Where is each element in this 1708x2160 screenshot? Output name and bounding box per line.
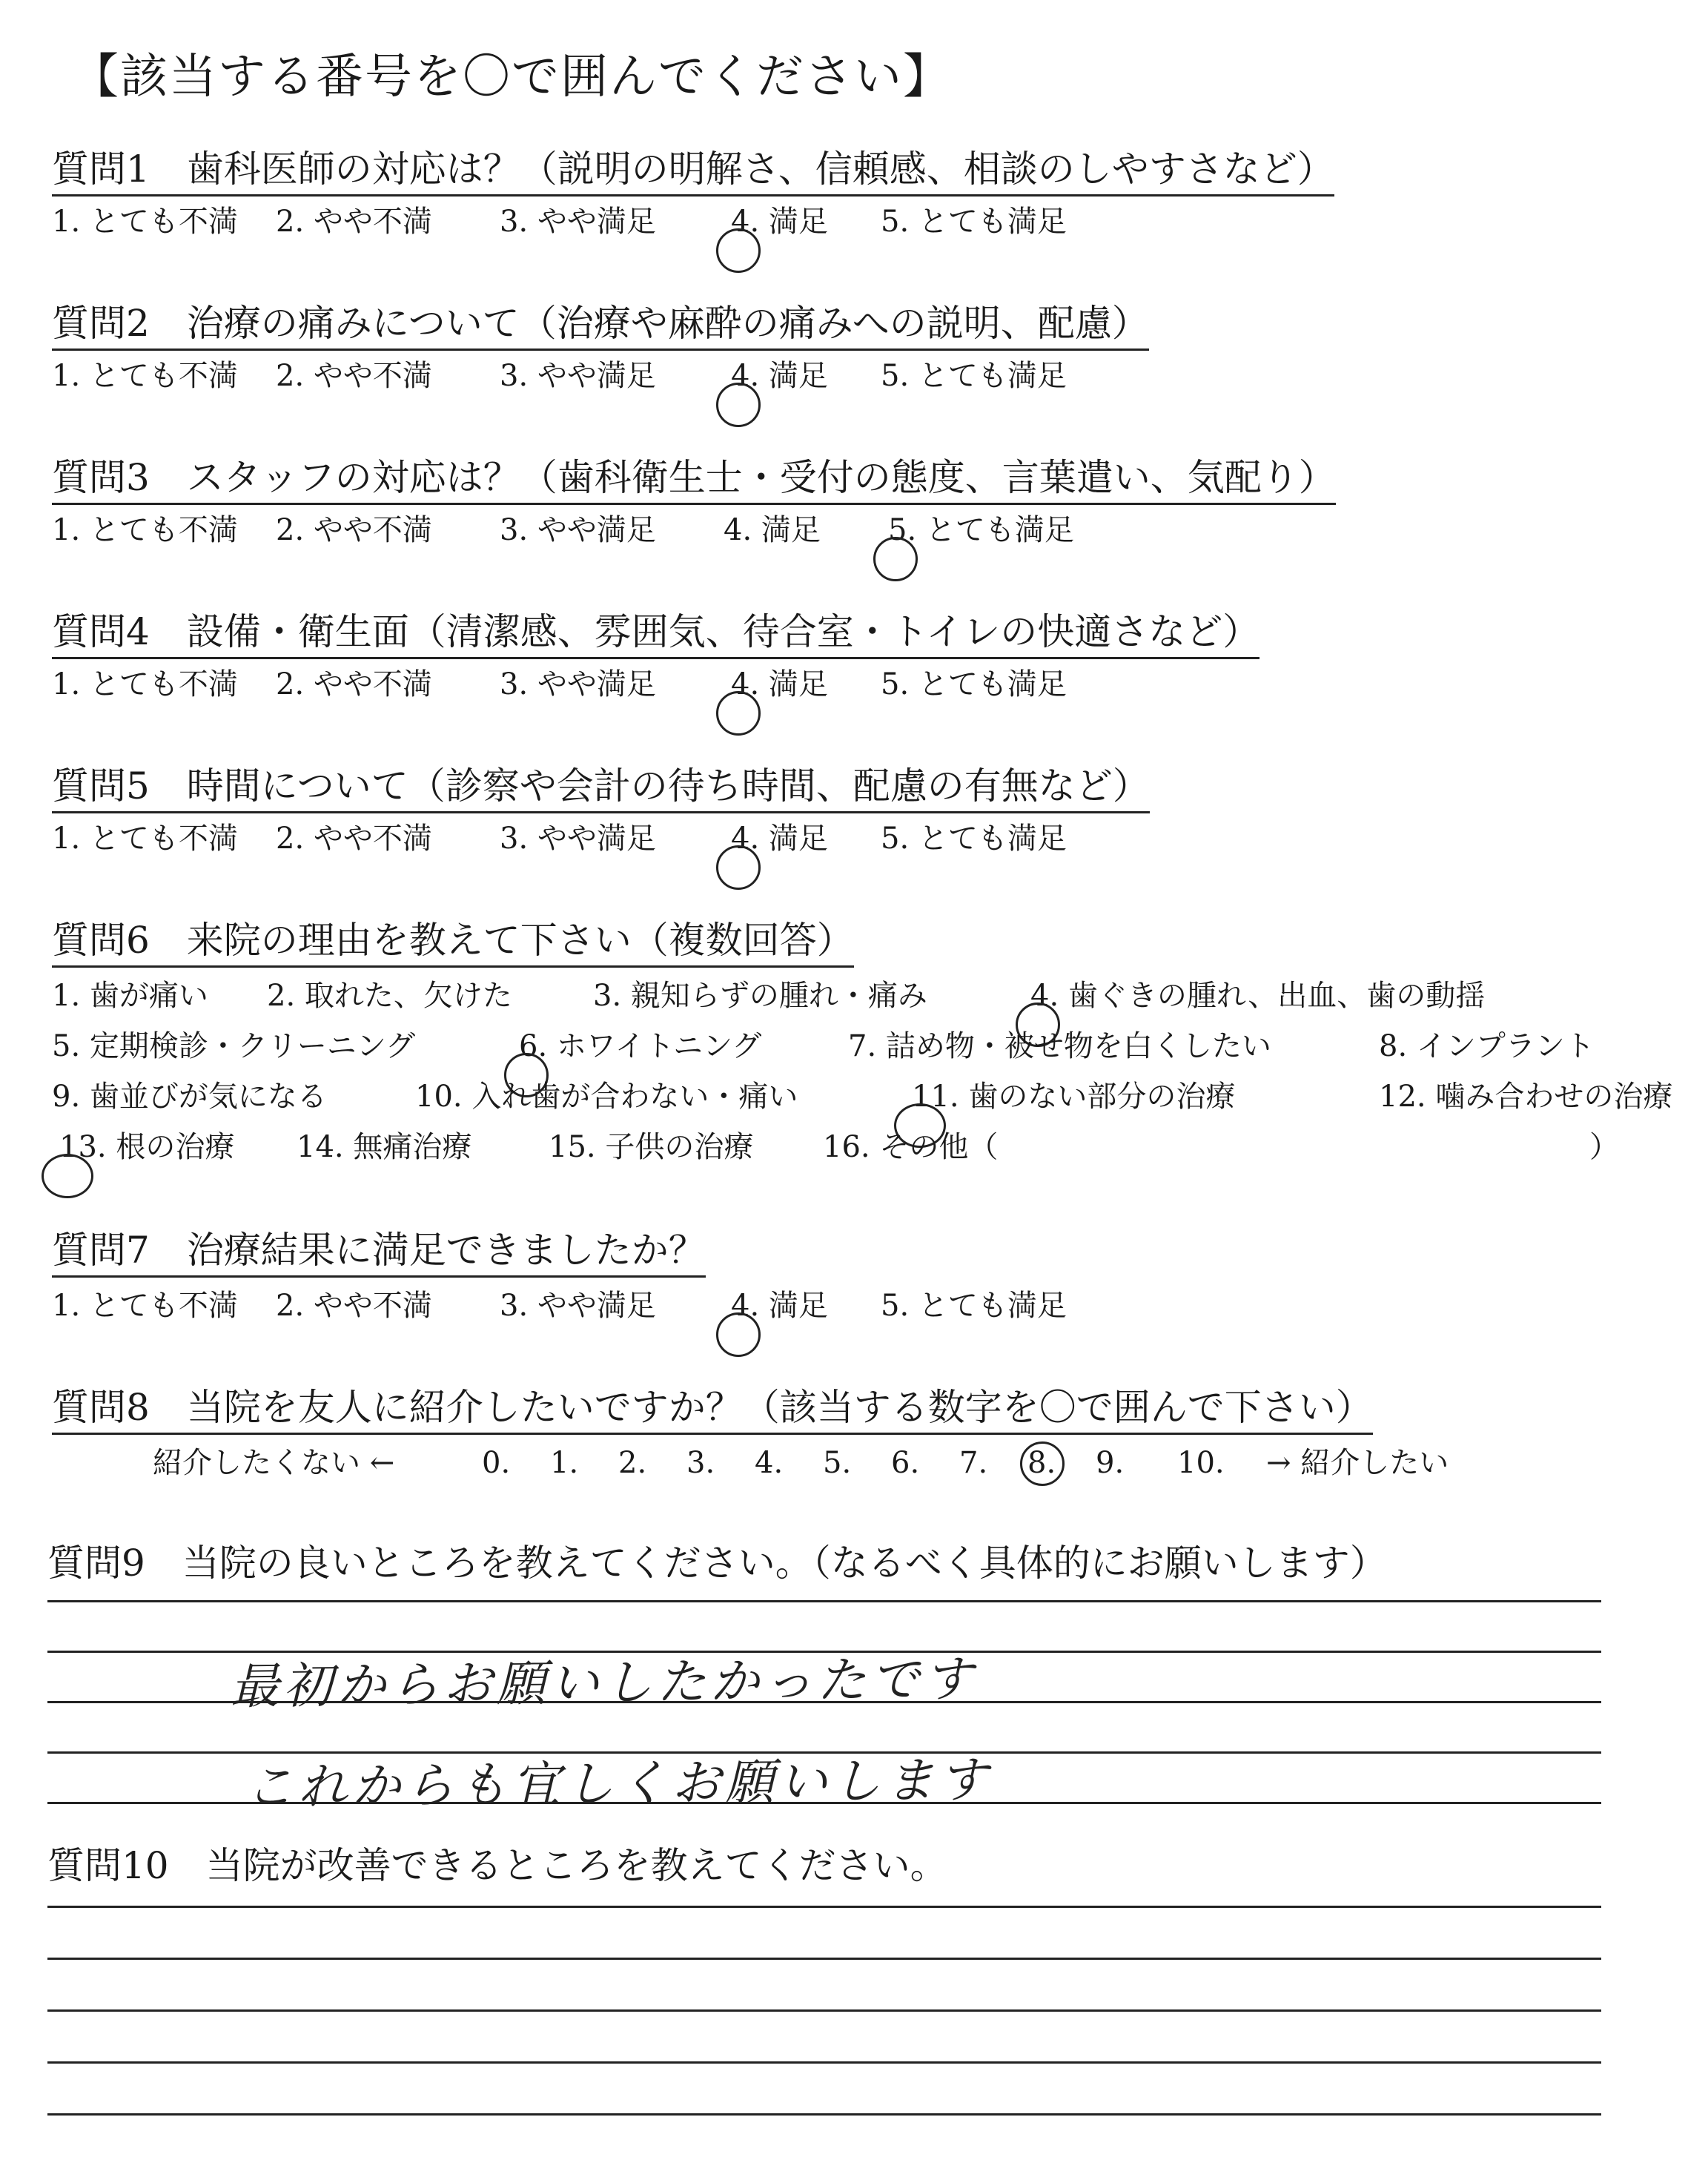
q6-other-close-paren: ） xyxy=(1589,1130,1619,1164)
q8-left-label: 紹介したくない ← xyxy=(153,1446,395,1480)
q4-option-4[interactable]: 4. 満足 xyxy=(731,667,828,701)
q6-option-16[interactable]: 16. その他（ xyxy=(823,1130,999,1164)
q4-option-1[interactable]: 1. とても不満 xyxy=(52,667,238,701)
q5-option-2[interactable]: 2. やや不満 xyxy=(276,822,432,856)
question-8-scale xyxy=(153,1444,1449,1482)
q4-option-2[interactable]: 2. やや不満 xyxy=(276,667,432,701)
q2-option-2[interactable]: 2. やや不満 xyxy=(276,359,432,393)
question-1-label: 質問1 歯科医師の対応は？（説明の明解さ、信頼感、相談のしやすさなど） xyxy=(52,147,1334,196)
q6-option-5[interactable]: 5. 定期検診・クリーニング xyxy=(52,1029,416,1063)
question-2-label: 質問2 治療の痛みについて（治療や麻酔の痛みへの説明、配慮） xyxy=(52,301,1149,351)
q1-option-2[interactable]: 2. やや不満 xyxy=(276,205,432,239)
answer-line xyxy=(47,2009,1601,2012)
question-6-row-4 xyxy=(52,1129,1619,1166)
page-title: 【該当する番号を〇で囲んでください】 xyxy=(71,50,952,105)
question-10-label: 質問10 当院が改善できるところを教えてください。 xyxy=(47,1844,947,1887)
q8-option-10[interactable]: 10. xyxy=(1177,1446,1225,1480)
q5-option-4[interactable]: 4. 満足 xyxy=(731,822,828,856)
answer-line xyxy=(47,1958,1601,1960)
q1-option-1[interactable]: 1. とても不満 xyxy=(52,205,238,239)
handwritten-answer-2: これからも宜しくお願いします xyxy=(244,1751,993,1817)
answer-line xyxy=(47,2061,1601,2064)
q7-option-4[interactable]: 4. 満足 xyxy=(731,1289,828,1323)
q4-option-5[interactable]: 5. とても満足 xyxy=(881,667,1067,701)
answer-line xyxy=(47,1906,1601,1908)
q3-option-2[interactable]: 2. やや不満 xyxy=(276,513,432,547)
q5-option-5[interactable]: 5. とても満足 xyxy=(881,822,1067,856)
q6-option-7[interactable]: 7. 詰め物・被せ物を白くしたい xyxy=(848,1029,1271,1063)
q6-option-9[interactable]: 9. 歯並びが気になる xyxy=(52,1080,327,1114)
q8-option-5[interactable]: 5. xyxy=(823,1446,852,1480)
question-6-row-2 xyxy=(52,1028,1595,1065)
question-1-options xyxy=(52,203,1067,240)
q6-option-4[interactable]: 4. 歯ぐきの腫れ、出血、歯の動揺 xyxy=(1030,979,1486,1013)
question-6-label: 質問6 来院の理由を教えて下さい（複数回答） xyxy=(52,918,854,968)
question-8-label: 質問8 当院を友人に紹介したいですか？（該当する数字を〇で囲んで下さい） xyxy=(52,1385,1373,1435)
q6-option-1[interactable]: 1. 歯が痛い xyxy=(52,979,208,1013)
q8-option-0[interactable]: 0. xyxy=(482,1446,511,1480)
selection-circle-icon: 8. xyxy=(1027,1446,1056,1480)
q6-option-3[interactable]: 3. 親知らずの腫れ・痛み xyxy=(593,979,927,1013)
question-5-label: 質問5 時間について（診察や会計の待ち時間、配慮の有無など） xyxy=(52,764,1150,813)
q2-option-4[interactable]: 4. 満足 xyxy=(731,359,828,393)
q8-option-7[interactable]: 7. xyxy=(959,1446,988,1480)
q6-option-8[interactable]: 8. インプラント xyxy=(1379,1029,1595,1063)
answer-line xyxy=(47,2113,1601,2116)
q2-option-1[interactable]: 1. とても不満 xyxy=(52,359,238,393)
q6-option-15[interactable]: 15. 子供の治療 xyxy=(549,1130,754,1164)
question-5-options xyxy=(52,820,1067,857)
q7-option-1[interactable]: 1. とても不満 xyxy=(52,1289,238,1323)
q4-option-3[interactable]: 3. やや満足 xyxy=(500,667,656,701)
q6-option-2[interactable]: 2. 取れた、欠けた xyxy=(267,979,512,1013)
q3-option-3[interactable]: 3. やや満足 xyxy=(500,513,656,547)
question-4-options xyxy=(52,666,1067,703)
q1-option-4[interactable]: 4. 満足 xyxy=(731,205,828,239)
question-6-row-1 xyxy=(52,977,1485,1014)
q6-option-14[interactable]: 14. 無痛治療 xyxy=(297,1130,472,1164)
q6-option-12[interactable]: 12. 噛み合わせの治療 xyxy=(1379,1080,1673,1114)
question-6-row-3 xyxy=(52,1078,1672,1115)
q7-option-3[interactable]: 3. やや満足 xyxy=(500,1289,656,1323)
q3-option-4[interactable]: 4. 満足 xyxy=(724,513,821,547)
q5-option-1[interactable]: 1. とても不満 xyxy=(52,822,238,856)
q8-option-3[interactable]: 3. xyxy=(686,1446,715,1480)
question-4-label: 質問4 設備・衛生面（清潔感、雰囲気、待合室・トイレの快適さなど） xyxy=(52,610,1260,659)
q8-option-4[interactable]: 4. xyxy=(755,1446,784,1480)
answer-line xyxy=(47,1600,1601,1602)
q6-option-13[interactable]: 13. 根の治療 xyxy=(59,1130,235,1164)
q3-option-5[interactable]: 5. とても満足 xyxy=(888,513,1074,547)
q6-option-6[interactable]: 6. ホワイトニング xyxy=(519,1029,762,1063)
q7-option-5[interactable]: 5. とても満足 xyxy=(881,1289,1067,1323)
question-2-options xyxy=(52,357,1067,394)
q8-right-label: → 紹介したい xyxy=(1266,1446,1449,1480)
q7-option-2[interactable]: 2. やや不満 xyxy=(276,1289,432,1323)
question-9-label: 質問9 当院の良いところを教えてください。（なるべく具体的にお願いします） xyxy=(47,1542,1387,1585)
question-7-label: 質問7 治療結果に満足できましたか？ xyxy=(52,1228,706,1278)
q8-option-1[interactable]: 1. xyxy=(550,1446,579,1480)
q2-option-5[interactable]: 5. とても満足 xyxy=(881,359,1067,393)
handwritten-answer-1: 最初からお願いしたかったです xyxy=(229,1650,978,1716)
question-3-label: 質問3 スタッフの対応は？（歯科衛生士・受付の態度、言葉遣い、気配り） xyxy=(52,455,1336,505)
q2-option-3[interactable]: 3. やや満足 xyxy=(500,359,656,393)
q6-option-11[interactable]: 11. 歯のない部分の治療 xyxy=(912,1080,1236,1114)
q6-option-10[interactable]: 10. 入れ歯が合わない・痛い xyxy=(415,1080,798,1114)
q8-option-2[interactable]: 2. xyxy=(618,1446,647,1480)
question-3-options xyxy=(52,512,1074,549)
q8-option-6[interactable]: 6. xyxy=(891,1446,920,1480)
question-7-options xyxy=(52,1287,1067,1324)
q1-option-3[interactable]: 3. やや満足 xyxy=(500,205,656,239)
q3-option-1[interactable]: 1. とても不満 xyxy=(52,513,238,547)
q8-option-8[interactable] xyxy=(1027,1444,1096,1482)
q5-option-3[interactable]: 3. やや満足 xyxy=(500,822,656,856)
q1-option-5[interactable]: 5. とても満足 xyxy=(881,205,1067,239)
q8-option-9[interactable]: 9. xyxy=(1096,1446,1125,1480)
